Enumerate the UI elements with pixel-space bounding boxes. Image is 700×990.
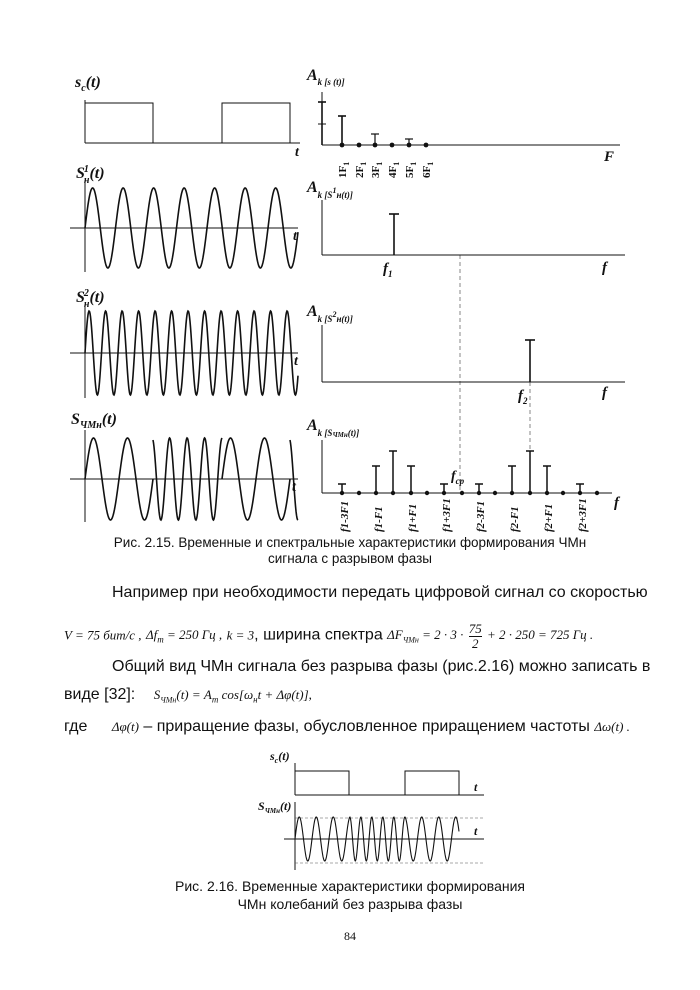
- panel-s2-spectrum: [306, 303, 625, 406]
- schmn-f-label: f: [614, 495, 619, 511]
- fsk-sideband-label-0: f1-3F1: [339, 500, 351, 532]
- figure-2-16-caption: [150, 877, 550, 913]
- sc-F-label: F: [604, 149, 615, 165]
- paragraph-1: Например при необходимости передать цифровой сигнал со скоростью: [112, 584, 648, 601]
- fig216-sc-label: $s_c(t)$: [270, 749, 290, 765]
- sc-harmonic-label-3: $3F_1$: [370, 161, 384, 178]
- sc-spectral-lines: [318, 102, 428, 147]
- deviation-value: $\Delta f_m = 250$ Гц ,: [146, 627, 223, 646]
- panel-s1-spectrum: [306, 179, 625, 279]
- paragraph-2: [64, 622, 593, 651]
- fig216-sc-t-label: t: [474, 780, 478, 794]
- s1-f-label: f: [602, 260, 607, 276]
- sc-dot-1: [357, 143, 362, 148]
- sc-spectrum-label: $A_{k [s (t)]}$: [307, 67, 345, 87]
- fsk-dot-3: [391, 491, 395, 495]
- fsk-dot-7: [460, 491, 464, 495]
- fsk-dot-1: [357, 491, 361, 495]
- s1-t-label: t: [293, 229, 297, 244]
- fsk-dot-5: [425, 491, 429, 495]
- f2-label: $f_2$: [518, 388, 528, 406]
- sc-harmonic-label-6: $6F_1$: [421, 161, 435, 178]
- panel-schmn-time: [70, 411, 298, 522]
- fig216-square-wave: [295, 771, 459, 795]
- fsk-sideband-label-2: f1+F1: [407, 503, 419, 532]
- fsk-sideband-label-6: f2+F1: [543, 503, 555, 532]
- s2-label: S2 н(t): [76, 288, 105, 310]
- fig216-s-label: $S_{ЧМн}(t)$: [258, 799, 292, 815]
- fsk-dot-14: [578, 491, 582, 495]
- sc-harmonic-label-4: $4F_1$: [387, 161, 401, 178]
- fcp-label: $f_{ср}$: [451, 469, 465, 486]
- sc-dot-3: [390, 143, 395, 148]
- sc-dot-0: [340, 143, 345, 148]
- page-number: 84: [344, 929, 356, 943]
- gde-word: где: [64, 718, 88, 735]
- paragraph-4: [64, 686, 312, 705]
- panel-s1-time: [70, 164, 298, 272]
- s2-t-label: t: [294, 354, 298, 369]
- caption-line-1: Рис. 2.15. Временные и спектральные характеристики формирования ЧМн: [113, 535, 587, 550]
- fsk-formula: $S_{ЧМн}(t) = A_m$ $\cos[\omega_нt + \Delta\varphi(t)]$,: [153, 687, 312, 705]
- panel-sc-time: [74, 74, 300, 160]
- s2-f-label: f: [602, 385, 607, 401]
- fsk-sideband-label-5: f2-F1: [509, 506, 521, 532]
- panel-schmn-spectrum: [306, 417, 621, 532]
- schmn-spectrum-label: $A_{k [S}ЧМн(t)$]: [307, 417, 360, 439]
- fsk-dot-11: [528, 491, 532, 495]
- schmn-sideband-labels: [339, 498, 589, 532]
- sc-dot-2: [373, 143, 378, 148]
- paragraph-3: Общий вид ЧМн сигнала без разрыва фазы (рис.2.16) можно записать в: [112, 658, 651, 675]
- k-value: k = 3: [226, 627, 255, 643]
- fsk-dot-9: [493, 491, 497, 495]
- s2-spectrum-label: $A_{k [S}^2_{н(t)]}$: [307, 303, 353, 324]
- spectrum-formula: $\Delta F_{ЧМн} = 2 \cdot 3$ · $\frac{75}{2}$ + 2 · 250 = 725 Гц .: [387, 621, 594, 651]
- sc-harmonic-label-1: $1F_1$: [337, 161, 351, 178]
- panel-sc-spectrum: [306, 67, 620, 178]
- fig216-fsk-panel: [258, 799, 484, 870]
- fsk-dot-2: [374, 491, 378, 495]
- fsk-dot-4: [409, 491, 413, 495]
- fsk-dot-12: [545, 491, 549, 495]
- fsk-dot-13: [561, 491, 565, 495]
- s1-label: S1 н(t): [76, 164, 105, 186]
- s1-spectrum-label: $A_{k [S}^1_{н(t)]}$: [307, 179, 353, 200]
- fsk-dot-10: [510, 491, 514, 495]
- frequency-increment: Δω(t) .: [594, 719, 630, 734]
- fraction: $\frac{75}{2}$: [468, 621, 482, 651]
- sc-label: $s_c(t)$: [75, 74, 101, 94]
- paragraph-5: [64, 718, 630, 736]
- fig216-s-t-label: t: [474, 824, 478, 838]
- fsk-sideband-label-4: f2-3F1: [475, 500, 487, 532]
- sc-dot-4: [407, 143, 412, 148]
- sc-dot-5: [424, 143, 429, 148]
- sc-t-label: t: [295, 145, 299, 160]
- fig216-caption-line-1: Рис. 2.16. Временные характеристики формирования: [175, 878, 525, 894]
- fig216-continuous-fsk-wave: [295, 817, 459, 861]
- sc-square-wave: [85, 103, 290, 143]
- fig216-caption-line-2: ЧМн колебаний без разрыва фазы: [237, 896, 463, 912]
- fsk-sideband-label-7: f2+3F1: [577, 498, 589, 532]
- fsk-dot-15: [595, 491, 599, 495]
- schmn-t-label: t: [292, 480, 296, 495]
- fsk-dot-6: [442, 491, 446, 495]
- paragraph-5-text: – приращение фазы, обусловленное приращением частоты: [143, 718, 590, 735]
- caption-line-2: сигнала с разрывом фазы: [268, 551, 432, 566]
- fsk-dot-8: [477, 491, 481, 495]
- fsk-sideband-label-1: f1-F1: [373, 506, 385, 532]
- schmn-label: $S_{ЧМн}(t)$: [71, 411, 117, 431]
- fig216-sc-panel: [269, 749, 484, 795]
- sc-harmonic-label-5: $5F_1$: [404, 161, 418, 178]
- schmn-spectral-lines: [338, 451, 599, 495]
- fsk-sideband-label-3: f1+3F1: [441, 498, 453, 532]
- f1-label: $f_1$: [383, 261, 393, 279]
- paragraph-4-text: виде [32]:: [64, 686, 136, 703]
- spectrum-width-text: , ширина спектра: [254, 626, 383, 644]
- speed-value: V = 75 бит/с ,: [64, 627, 142, 643]
- figure-2-15-caption: [60, 535, 640, 567]
- sc-harmonic-labels: [337, 162, 435, 178]
- panel-s2-time: [70, 288, 299, 398]
- phase-increment: Δφ(t): [111, 719, 139, 734]
- sc-harmonic-label-2: $2F_1$: [354, 161, 368, 178]
- fsk-dot-0: [340, 491, 344, 495]
